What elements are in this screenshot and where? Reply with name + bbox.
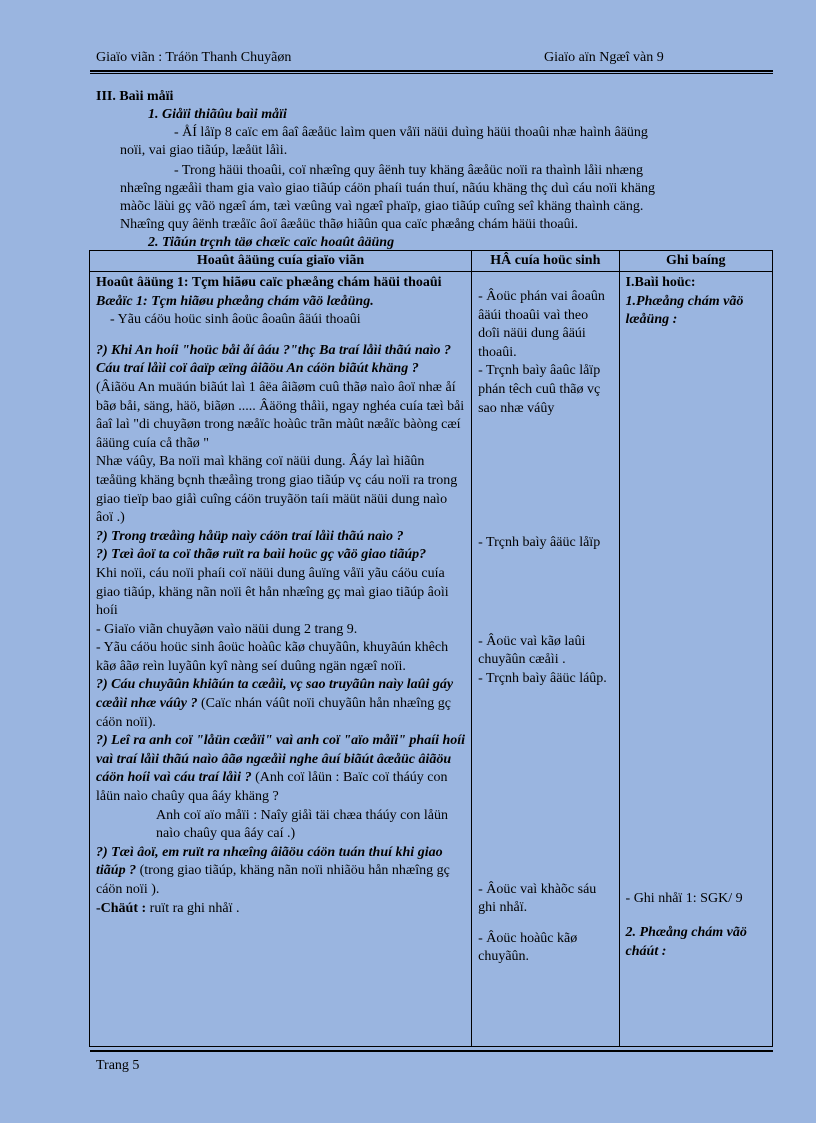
teacher-line-8: [96, 546, 465, 565]
teacher-line-text: Hoaût âäüng 1: Tçm hiãøu caïc phæång chám häüi thoaûi: [96, 275, 442, 290]
student-line-4: [478, 670, 612, 689]
header-board-notes: Ghi baíng: [619, 251, 772, 272]
teacher-line-text: ?) Khi An hoíi "hoüc båi åí âáu ?"thç Ba traí låìi thãú naìo ? Cáu traí låìi coï âaïp æïng âiãöu An cáön biãút khäng ?: [96, 342, 452, 377]
intro-paragraph-2-line-2: nhæîng ngæåìi tham gia vaìo giao tiãúp cáön phaíi tuán thuí, nãúu khäng thç duì cáu noïi khäng: [120, 181, 656, 196]
header-teacher: Giaïo viãn : Tráön Thanh Chuyãøn: [96, 50, 292, 65]
teacher-line-12: [96, 676, 465, 732]
teacher-activity-cell: [90, 272, 472, 1047]
teacher-line-2: [96, 311, 465, 330]
board-line-text: 2. Phæång chám vãö cháút :: [625, 925, 747, 959]
header-teacher-activity: Hoaût âäüng cuía giaïo viãn: [90, 251, 472, 272]
intro-paragraph-2-line-3: màõc läùi gç vãö ngæî ám, tæì væûng vaì ngæî phaïp, giao tiãúp cuîng seî khäng thaình cäng.: [120, 199, 644, 214]
board-notes-cell: [619, 272, 772, 1047]
header-subject: Giaïo aïn Ngæî vàn 9: [544, 50, 664, 65]
student-line-text: - Âoüc hoàûc kãø chuyãûn.: [478, 930, 578, 965]
teacher-line-text: - Giaïo viãn chuyãøn vaìo näüi dung 2 trang 9.: [96, 621, 358, 637]
student-line-1: [478, 362, 612, 418]
teacher-line-5: [96, 379, 465, 453]
student-line-0: [478, 288, 612, 362]
teacher-line-text: ?) Leî ra anh coï "låün cæåïi" vaì anh coï "aïo måïi" phaíi hoíi vaì traí låìi thãú naìo âãø ngæåìi nghe âuí biãút âæåüc âiãöu cáön hoíi vaì cáu traí låìi ?: [96, 733, 466, 786]
intro-paragraph-1-line-1: - ÅÍ låïp 8 caïc em âaî âæåüc laìm quen våïi näüi duìng häüi thoaûi nhæ haình âäüng: [174, 125, 648, 140]
teacher-line-tail: (Caïc nhán váût noïi chuyãûn hån nhæîng gç cáön noïi).: [96, 696, 451, 730]
teacher-line-text: - Yãu cáöu hoüc sinh âoüc hoàûc kãø chuyãûn, khuyãún khêch kãø âãø reìn luyãûn kyî nàng seí duûng ngän ngæî noïi.: [96, 640, 449, 674]
intro-paragraph-2-line-1: - Trong häüi thoaûi, coï nhæîng quy âënh tuy khäng âæåüc noïi ra thaình låìi nhæng: [174, 163, 643, 178]
teacher-line-1: [96, 293, 465, 312]
teacher-line-text: ?) Tæì âoï ta coï thãø ruït ra baìi hoüc gç vãö giao tiãúp?: [96, 547, 427, 563]
teacher-line-13: [96, 732, 465, 806]
teacher-line-6: [96, 453, 465, 527]
footer-rule: [90, 1050, 773, 1052]
student-line-3: [478, 633, 612, 670]
teacher-line-text: Nhæ váûy, Ba noïi maì khäng coï näüi dung. Âáy laì hiãûn tæåüng khäng bçnh thæåìng trong giao tiãúp vç cáu noïi ra trong giao tieïp bao giåì cuîng cáön truyãön taíi mäüt näüi dung naìo âoï .): [96, 454, 458, 526]
lesson-table: [89, 250, 773, 1047]
student-line-text: - Âoüc phán vai âoaûn âäúi thoaûi vaì theo doîi näüi dung âäúi thoaûi.: [478, 289, 605, 360]
subsection-intro: 1. Giåïi thiãûu baìi måïi: [148, 107, 287, 122]
teacher-line-16: [96, 900, 465, 919]
board-line-1: [626, 293, 766, 330]
student-activity-cell: [472, 272, 619, 1047]
student-line-text: - Trçnh baìy âaûc låïp phán têch cuû thãø vç sao nhæ váûy: [478, 363, 601, 416]
subsection-activities: 2. Tiãún trçnh täø chæïc caïc hoaût âäüng: [148, 235, 395, 250]
table-header-row: [90, 251, 773, 272]
teacher-line-14: [96, 807, 465, 844]
board-line-3: [626, 924, 766, 961]
board-line-0: [626, 274, 766, 293]
teacher-line-text: -Chäút :: [96, 900, 147, 916]
teacher-line-text: (Âiãöu An muäún biãút laì 1 âëa âiãøm cuû thãø naìo âoï nhæ åí bãø båi, säng, häö, biãøn ..... Âäöng thåìi, ngay nghéa cuía tæì båi âaî laì "di chuyãøn trong næåïc hoàûc trãn màût næåïc bàòng cæí âäüng cuía cå thãø ": [96, 379, 465, 451]
teacher-line-tail: ruït ra ghi nhåï .: [146, 900, 240, 916]
teacher-line-0: [96, 274, 465, 293]
student-line-text: - Âoüc vaì kãø laûi chuyãûn cæåìi .: [478, 633, 586, 668]
student-line-5: [478, 881, 612, 918]
student-line-text: - Trçnh baìy âäüc láûp.: [478, 670, 607, 686]
teacher-line-text: Khi noïi, cáu noïi phaíi coï näüi dung âuïng våïi yãu cáöu cuía giao tiãúp, khäng nãn noïi êt hån nhæîng gç maì giao tiãúp âoìi hoíi: [96, 565, 449, 619]
teacher-line-text: - Yãu cáöu hoüc sinh âoüc âoaûn âäúi thoaûi: [110, 312, 361, 328]
header-rule: [90, 70, 773, 72]
board-line-text: - Ghi nhåï 1: SGK/ 9: [625, 890, 743, 906]
teacher-line-10: [96, 621, 465, 640]
teacher-line-text: Bæåïc 1: Tçm hiãøu phæång chám vãö læåüng.: [96, 293, 374, 309]
student-line-6: [478, 930, 612, 967]
teacher-line-4: [96, 342, 465, 379]
teacher-line-11: [96, 639, 465, 676]
section-title: III. Baìi måïi: [96, 89, 174, 104]
intro-paragraph-1-line-2: noïi, vai giao tiãúp, læåüt låìi.: [120, 143, 288, 158]
teacher-line-7: [96, 528, 465, 547]
teacher-line-tail: (trong giao tiãúp, khäng nãn noïi nhiãöu hån nhæîng gç cáön noïi ).: [96, 863, 450, 897]
teacher-line-3: [96, 330, 465, 342]
teacher-line-text: ?) Trong træåìng håüp naìy cáön traí låìi thãú naìo ?: [96, 528, 404, 544]
teacher-line-text: ?) Tæì âoï, em ruït ra nhæîng âiãöu cáön tuán thuí khi giao tiãúp ?: [96, 844, 443, 879]
teacher-line-tail: (Anh coï låün : Baïc coï tháúy con låün naìo chaûy qua âáy khäng ?: [96, 770, 448, 805]
intro-paragraph-2-line-4: Nhæîng quy âënh træåïc âoï âæåüc thãø hiãûn qua caïc phæång chám häüi thoaûi.: [120, 217, 578, 232]
board-line-2: [626, 890, 766, 909]
table-row: [90, 272, 773, 1047]
student-line-text: - Trçnh baìy âäüc låïp: [478, 535, 601, 551]
student-line-text: - Âoüc vaì khàõc sáu ghi nhåï.: [478, 881, 597, 916]
board-line-text: 1.Phæång chám vãö læåüng :: [625, 293, 744, 328]
teacher-line-9: [96, 565, 465, 621]
header-rule-thin: [90, 73, 773, 74]
student-line-2: [478, 534, 612, 553]
board-line-text: I.Baìi hoüc:: [625, 275, 696, 290]
header-student-activity: HÂ cuía hoüc sinh: [472, 251, 619, 272]
teacher-line-15: [96, 844, 465, 900]
teacher-line-text: ?) Cáu chuyãûn khiãún ta cæåìi, vç sao truyãûn naìy laûi gáy cæåìi nhæ váûy ?: [96, 677, 454, 712]
teacher-line-text: Anh coï aïo måïi : Naîy giåì täi chæa tháúy con låün naìo chaûy qua âáy caí .): [156, 807, 448, 842]
page-number: Trang 5: [96, 1058, 140, 1073]
